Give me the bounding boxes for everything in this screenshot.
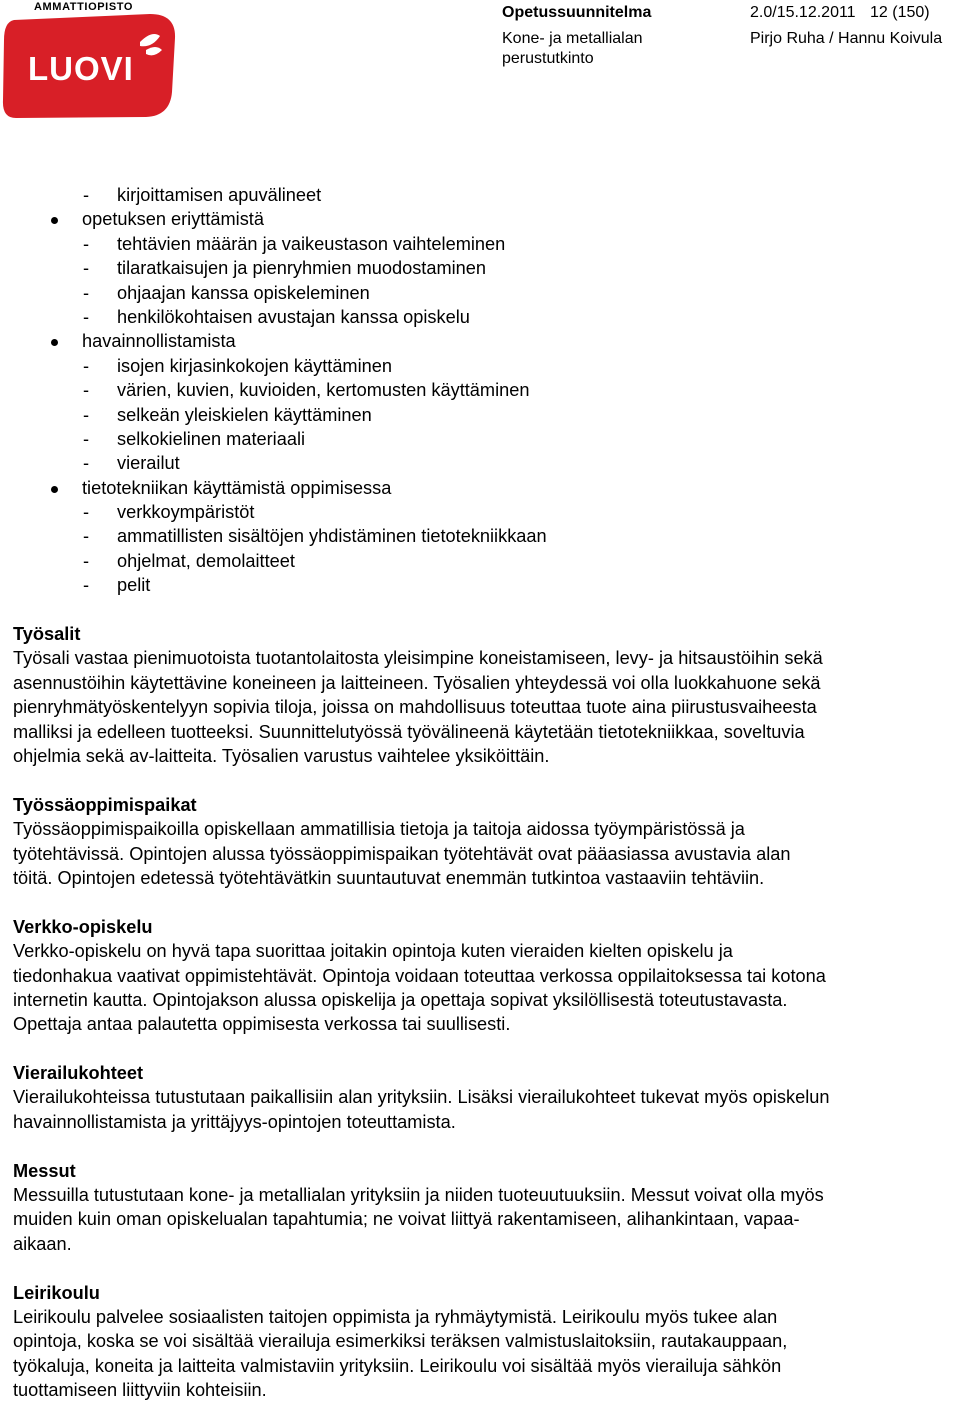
dash-item bbox=[13, 549, 953, 573]
dash-marker: - bbox=[83, 502, 90, 523]
list-item-text: verkkoympäristöt bbox=[117, 502, 255, 523]
section-heading: Vierailukohteet bbox=[13, 1063, 144, 1084]
list-item-text: pelit bbox=[117, 575, 151, 596]
dash-marker: - bbox=[83, 380, 90, 401]
document-version: 2.0/15.12.2011 bbox=[750, 4, 856, 21]
dash-item bbox=[13, 451, 953, 475]
section-text-line: pienryhmätyöskentelyyn sopivia tiloja, joissa on mahdollisuus toteuttaa tuote aina piirustusvaiheesta bbox=[13, 697, 817, 718]
dash-marker: - bbox=[83, 306, 90, 327]
logo-top-text: AMMATTIOPISTO bbox=[34, 1, 134, 13]
method-list bbox=[13, 183, 953, 598]
section bbox=[13, 1281, 953, 1403]
sections bbox=[13, 622, 953, 1403]
document-subtitle: Kone- ja metallialan perustutkinto bbox=[502, 30, 643, 67]
section-text-line: työtehtävissä. Opintojen alussa työssäoppimispaikan työtehtävät ovat pääasiassa avustavia alan bbox=[13, 843, 791, 864]
section-heading: Työssäoppimispaikat bbox=[13, 794, 197, 815]
list-item-text: kirjoittamisen apuvälineet bbox=[117, 185, 322, 205]
document-authors: Pirjo Ruha / Hannu Koivula bbox=[750, 30, 943, 47]
dash-item bbox=[13, 183, 953, 207]
section-heading: Verkko-opiskelu bbox=[13, 916, 153, 937]
section-text-line: havainnollistamista ja yrittäjyys-opintojen toteuttamista. bbox=[13, 1111, 456, 1132]
dash-marker: - bbox=[83, 428, 90, 449]
dash-item bbox=[13, 281, 953, 305]
section-text-line: Vierailukohteissa tutustutaan paikallisiin alan yrityksiin. Lisäksi vierailukohteet tukevat myös opiskelun bbox=[13, 1087, 830, 1108]
bullet-icon bbox=[51, 339, 58, 346]
document-body bbox=[13, 183, 953, 1403]
section bbox=[13, 622, 953, 768]
dash-item bbox=[13, 305, 953, 329]
list-item-text: ohjaajan kanssa opiskeleminen bbox=[117, 282, 370, 303]
dash-marker: - bbox=[83, 258, 90, 279]
dash-marker: - bbox=[83, 282, 90, 303]
document-title: Opetussuunnitelma bbox=[502, 4, 652, 21]
list-item-text: selkokielinen materiaali bbox=[117, 428, 306, 449]
bullet-icon bbox=[51, 217, 58, 224]
list-item-text: ammatillisten sisältöjen yhdistäminen tietotekniikkaan bbox=[117, 526, 547, 547]
list-item-text: vierailut bbox=[117, 453, 180, 474]
dash-marker: - bbox=[83, 404, 90, 425]
dash-item bbox=[13, 500, 953, 524]
section-text-line: malliksi ja edelleen tuotteeksi. Suunnittelutyössä työvälineenä käytetään tietotekniikkaa, soveltuvia bbox=[13, 721, 805, 742]
dash-marker: - bbox=[83, 453, 90, 474]
section-text-line: aikaan. bbox=[13, 1233, 72, 1254]
section-heading: Leirikoulu bbox=[13, 1282, 100, 1303]
page-number: 12 (150) bbox=[870, 4, 930, 21]
section-text-line: töitä. Opintojen edetessä työtehtävätkin suuntautuvat enemmän tutkintoa vastaaviin tehtäviin. bbox=[13, 867, 765, 888]
bullet-item bbox=[13, 207, 953, 231]
logo bbox=[0, 0, 176, 120]
section-text-line: Messuilla tutustutaan kone- ja metallialan yrityksiin ja niiden tuoteuutuuksiin. Messut voivat olla myös bbox=[13, 1185, 824, 1206]
dash-item bbox=[13, 232, 953, 256]
list-item-text: havainnollistamista bbox=[82, 331, 236, 352]
section-text-line: Työssäoppimispaikoilla opiskellaan ammatillisia tietoja ja taitoja aidossa työympäristössä ja bbox=[13, 819, 745, 840]
dash-marker: - bbox=[83, 355, 90, 376]
section-text-line: ohjelmia sekä av-laitteita. Työsalien varustus vaihtelee yksiköittäin. bbox=[13, 745, 550, 766]
dash-marker: - bbox=[83, 575, 90, 596]
section bbox=[13, 1159, 953, 1257]
dash-marker: - bbox=[83, 233, 90, 254]
list-item-text: tietotekniikan käyttämistä oppimisessa bbox=[82, 477, 392, 498]
section-heading: Messut bbox=[13, 1160, 76, 1181]
section-text-line: muiden kuin oman opiskelualan tapahtumia; ne voivat liittyä rakentamiseen, alihankintaan, vapaa- bbox=[13, 1209, 800, 1230]
dash-marker: - bbox=[83, 550, 90, 571]
dash-item bbox=[13, 354, 953, 378]
dash-item bbox=[13, 427, 953, 451]
list-item-text: tilaratkaisujen ja pienryhmien muodostaminen bbox=[117, 258, 486, 279]
section-text-line: opintoja, koska se voi sisältää vierailuja esimerkiksi teräksen valmistuslaitoksiin, rautakauppaan, bbox=[13, 1331, 788, 1352]
list-item-text: selkeän yleiskielen käyttäminen bbox=[117, 404, 372, 425]
list-item-text: värien, kuvien, kuvioiden, kertomusten käyttäminen bbox=[117, 380, 530, 401]
section bbox=[13, 915, 953, 1037]
section-text-line: Opettaja antaa palautetta oppimisesta verkossa tai suullisesti. bbox=[13, 1014, 511, 1035]
dash-item bbox=[13, 524, 953, 548]
bullet-icon bbox=[51, 486, 58, 493]
section-text-line: Työsali vastaa pienimuotoista tuotantolaitosta yleisimpine koneistamiseen, levy- ja hitsaustöihin sekä bbox=[13, 648, 823, 669]
section-text-line: Verkko-opiskelu on hyvä tapa suorittaa joitakin opintoja kuten vieraiden kielten opiskelu ja bbox=[13, 941, 733, 962]
dash-marker: - bbox=[83, 185, 90, 205]
section bbox=[13, 793, 953, 891]
bullet-item bbox=[13, 476, 953, 500]
logo-brand-text: LUOVI bbox=[28, 50, 134, 87]
dash-marker: - bbox=[83, 526, 90, 547]
section-text-line: asennustöihin käytettävine koneineen ja laitteineen. Työsalien yhteydessä voi olla luokkahuone sekä bbox=[13, 672, 821, 693]
list-item-text: tehtävien määrän ja vaikeustason vaihteleminen bbox=[117, 233, 506, 254]
section-text-line: tuottamiseen liittyviin kohteisiin. bbox=[13, 1380, 267, 1401]
dash-item bbox=[13, 256, 953, 280]
list-item-text: isojen kirjasinkokojen käyttäminen bbox=[117, 355, 392, 376]
dash-item bbox=[13, 378, 953, 402]
section bbox=[13, 1061, 953, 1134]
section-heading: Työsalit bbox=[13, 624, 81, 645]
section-text-line: tiedonhakua vaativat oppimistehtävät. Opintoja voidaan toteuttaa verkossa oppilaitoksessa tai kotona bbox=[13, 965, 826, 986]
section-text-line: internetin kautta. Opintojakson alussa opiskelija ja opettaja sopivat yksilöllisestä toteutustavasta. bbox=[13, 989, 788, 1010]
dash-item bbox=[13, 573, 953, 597]
dash-item bbox=[13, 403, 953, 427]
bullet-item bbox=[13, 329, 953, 353]
list-item-text: opetuksen eriyttämistä bbox=[82, 209, 264, 230]
section-text-line: työkaluja, koneita ja laitteita valmistaviin yrityksiin. Leirikoulu voi sisältää myös vierailuja sähkön bbox=[13, 1355, 782, 1376]
list-item-text: henkilökohtaisen avustajan kanssa opiskelu bbox=[117, 306, 470, 327]
list-item-text: ohjelmat, demolaitteet bbox=[117, 550, 295, 571]
section-text-line: Leirikoulu palvelee sosiaalisten taitojen oppimista ja ryhmäytymistä. Leirikoulu myös tukee alan bbox=[13, 1306, 778, 1327]
